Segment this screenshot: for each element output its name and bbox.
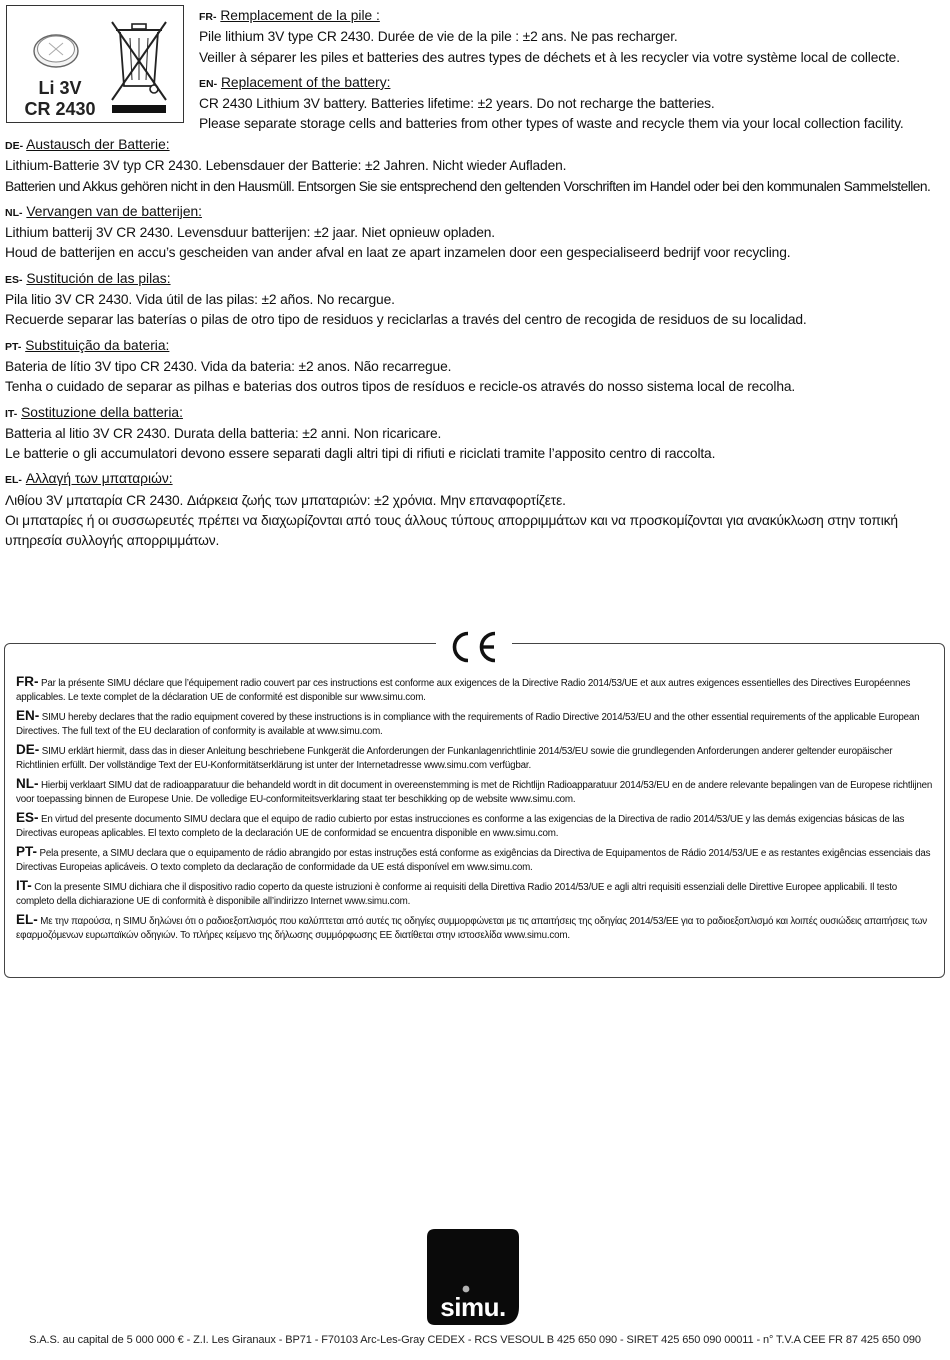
section-line: Recuerde separar las baterías o pilas de otro tipo de residuos y reciclarlas a través del centro de recogida de residuos de su localidad. [5,312,807,328]
declaration-el [16,913,936,942]
battery-instructions-top [199,6,944,140]
section-line: CR 2430 Lithium 3V battery. Batteries lifetime: ±2 years. Do not recharge the batteries. [199,96,715,112]
declaration-text: Με την παρούσα, η SIMU δηλώνει ότι ο ραδιοεξοπλισμός που καλύπτεται από αυτές τις οδηγίες συμμορφώνεται με τις απαιτήσεις της οδηγίας 2014/53/ΕΕ για το ραδιοεξοπλισμό και λοιπές ουσιώδεις απαιτήσεις των εφαρμοζόμενων ευρωπαϊκών οδηγιών. Το πλήρες κείμενο της δήλωσης συμμόρφωσης ΕΕ διατίθεται στην ιστοσελίδα www.simu.com. [16,916,927,941]
declaration-de [16,743,936,772]
battery-voltage: Li 3V [38,78,82,98]
declaration-nl [16,777,936,806]
battery-model: CR 2430 [24,99,96,119]
declaration-pt [16,845,936,874]
language-code: FR- [16,674,39,689]
battery-instructions [5,135,945,557]
section-line: Lithium-Batterie 3V typ CR 2430. Lebensdauer der Batterie: ±2 Jahren. Nicht wieder Aufladen. [5,158,567,174]
language-code: FR- [199,11,217,23]
section-line: Houd de batterijen en accu’s gescheiden van ander afval en laat ze apart inzamelen door een gespecialiseerd bedrijf voor recycling. [5,245,791,261]
language-code: ES- [16,810,39,825]
section-title: Replacement of the battery: [220,74,391,90]
declaration-text: Hierbij verklaart SIMU dat de radioapparatuur die behandeld wordt in dit document in overeenstemming is met de Richtlijn Radioapparatuur 2014/53/EU en de andere relevante bepalingen van de Europese richtlijnen voor toepassing binnen de Europese Unie. De volledige EU-conformiteitsverklaring staat ter beschikking op de website www.simu.com. [16,780,933,805]
ce-mark-icon [448,630,500,664]
section-title: Sostituzione della batteria: [21,404,183,420]
section-title: Substituição da bateria: [25,337,170,353]
declaration-text: Par la présente SIMU déclare que l’équipement radio couvert par ces instructions est conforme aux exigences de la Directive Radio 2014/53/UE et aux autres exigences essentielles des Directives Européennes applicables. Le texte complet de la déclaration UE de conformité est disponible sur www.simu.com. [16,678,911,703]
language-code: NL- [5,206,23,219]
language-code: IT- [16,878,32,893]
language-code: DE- [5,140,24,152]
section-line: Pila litio 3V CR 2430. Vida útil de las pilas: ±2 años. No recargue. [5,292,395,308]
section-it [5,403,945,465]
language-code: IT- [5,407,18,420]
section-line: Bateria de lítio 3V tipo CR 2430. Vida da bateria: ±2 anos. Não recarregue. [5,358,452,374]
declaration-text: Con la presente SIMU dichiara che il dispositivo radio coperto da queste istruzioni è conforme ai requisiti della Direttiva Radio 2014/53/UE e agli altri requisiti essenziali delle Direttive Europee applicabili. Il testo completo della dichiarazione UE di conformità è disponibile all’indirizzo Internet www.simu.com. [16,882,897,907]
language-code: EN- [199,77,218,90]
section-el [5,469,945,551]
section-line: Veiller à séparer les piles et batteries des autres types de déchets et à les recycler via votre système local de collecte. [199,49,900,65]
language-code: EN- [16,708,40,723]
company-legal-footer: S.A.S. au capital de 5 000 000 € - Z.I. Les Giranaux - BP71 - F70103 Arc-Les-Gray CEDEX - RCS VESOUL B 425 650 090 - SIRET 425 650 090 00011 - n° T.V.A CEE FR 87 425 650 090 [29,1334,921,1346]
battery-pictogram-box [6,5,184,123]
crossed-out-wheelie-bin-icon [108,16,170,117]
section-title: Vervangen van de batterijen: [26,203,202,219]
declaration-it [16,879,936,908]
section-pt [5,336,945,398]
section-line: Batteria al litio 3V CR 2430. Durata della batteria: ±2 anni. Non ricaricare. [5,425,442,441]
section-title: Sustitución de las pilas: [26,270,171,286]
language-code: PT- [16,844,38,859]
section-en [199,73,944,135]
section-line: Tenha o cuidado de separar as pilhas e baterias dos outros tipos de resíduos e recicle-os através do nosso sistema local de recolha. [5,379,796,395]
section-de [5,135,945,197]
coin-cell-battery-icon [32,30,80,70]
section-es [5,269,945,331]
declaration-text: En virtud del presente documento SIMU declara que el equipo de radio cubierto por estas instrucciones es conforme a las exigencias de la Directiva de radio 2014/53/UE y las demás exigencias básicas de las Directivas europeas aplicables. El texto completo de la declaración UE de conformidad se encuentra disponible en www.simu.com. [16,814,905,839]
ce-mark [436,626,512,668]
section-line: Lithium batterij 3V CR 2430. Levensduur batterijen: ±2 jaar. Niet opnieuw opladen. [5,225,495,241]
simu-logo [425,1227,521,1327]
section-line: Pile lithium 3V type CR 2430. Durée de vie de la pile : ±2 ans. Ne pas recharger. [199,29,678,45]
simu-logo-text: simu. [440,1292,506,1322]
language-code: NL- [16,776,39,791]
battery-type-label [17,78,103,120]
declaration-text: Pela presente, a SIMU declara que o equipamento de rádio abrangido por estas instruções está conforme as exigências da Directiva de Equipamentos de Rádio 2014/53/UE e as restantes exigências essenciais das Directivas Europeias aplicáveis. O texto completo da declaração de conformidade da UE está disponível em www.simu.com. [16,848,931,873]
section-fr [199,6,944,68]
section-line: Batterien und Akkus gehören nicht in den Hausmüll. Entsorgen Sie sie entsprechend den geltenden Vorschriften im Handel oder bei den kommunalen Sammelstellen. [5,178,931,194]
section-title: Austausch der Batterie: [26,137,170,152]
section-title: Remplacement de la pile : [220,8,380,23]
declaration-en [16,709,936,738]
section-line: Λιθίου 3V μπαταρία CR 2430. Διάρκεια ζωής των μπαταριών: ±2 χρόνια. Μην επαναφορτίζετε. [5,492,566,508]
language-code: EL- [16,912,38,927]
language-code: EL- [5,474,22,487]
declaration-text: SIMU hereby declares that the radio equipment covered by these instructions is in compliance with the requirements of Radio Directive 2014/53/EU and the other essential requirements of the applicable European Directives. The full text of the EU declaration of conformity is available at www.simu.com. [16,712,920,737]
declaration-text: SIMU erklärt hiermit, dass das in dieser Anleitung beschriebene Funkgerät die Anforderungen der Funkanlagenrichtlinie 2014/53/EU sowie die grundlegenden Anforderungen anderer geltender europäischer Richtlinien erfüllt. Der vollständige Text der EU-Konformitätserklärung ist unter der Internetadresse www.simu.com verfügbar. [16,746,893,771]
language-code: DE- [16,742,40,757]
section-line: Please separate storage cells and batteries from other types of waste and recycle them via your local collection facility. [199,116,904,132]
declaration-fr [16,675,936,704]
section-nl [5,202,945,264]
language-code: ES- [5,273,23,286]
ce-declarations [16,675,936,947]
declaration-es [16,811,936,840]
section-line: Le batterie o gli accumulatori devono essere separati dagli altri tipi di rifiuti e riciclati tramite l’apposito centro di raccolta. [5,446,716,462]
section-line: Οι μπαταρίες ή οι συσσωρευτές πρέπει να διαχωρίζονται από τους άλλους τύπους απορριμμάτων και να προσκομίζονται για ανακύκλωση στην τοπική υπηρεσία συλλογής απορριμμάτων. [5,513,898,549]
section-title: Αλλαγή των μπαταριών: [25,471,173,487]
language-code: PT- [5,340,22,353]
